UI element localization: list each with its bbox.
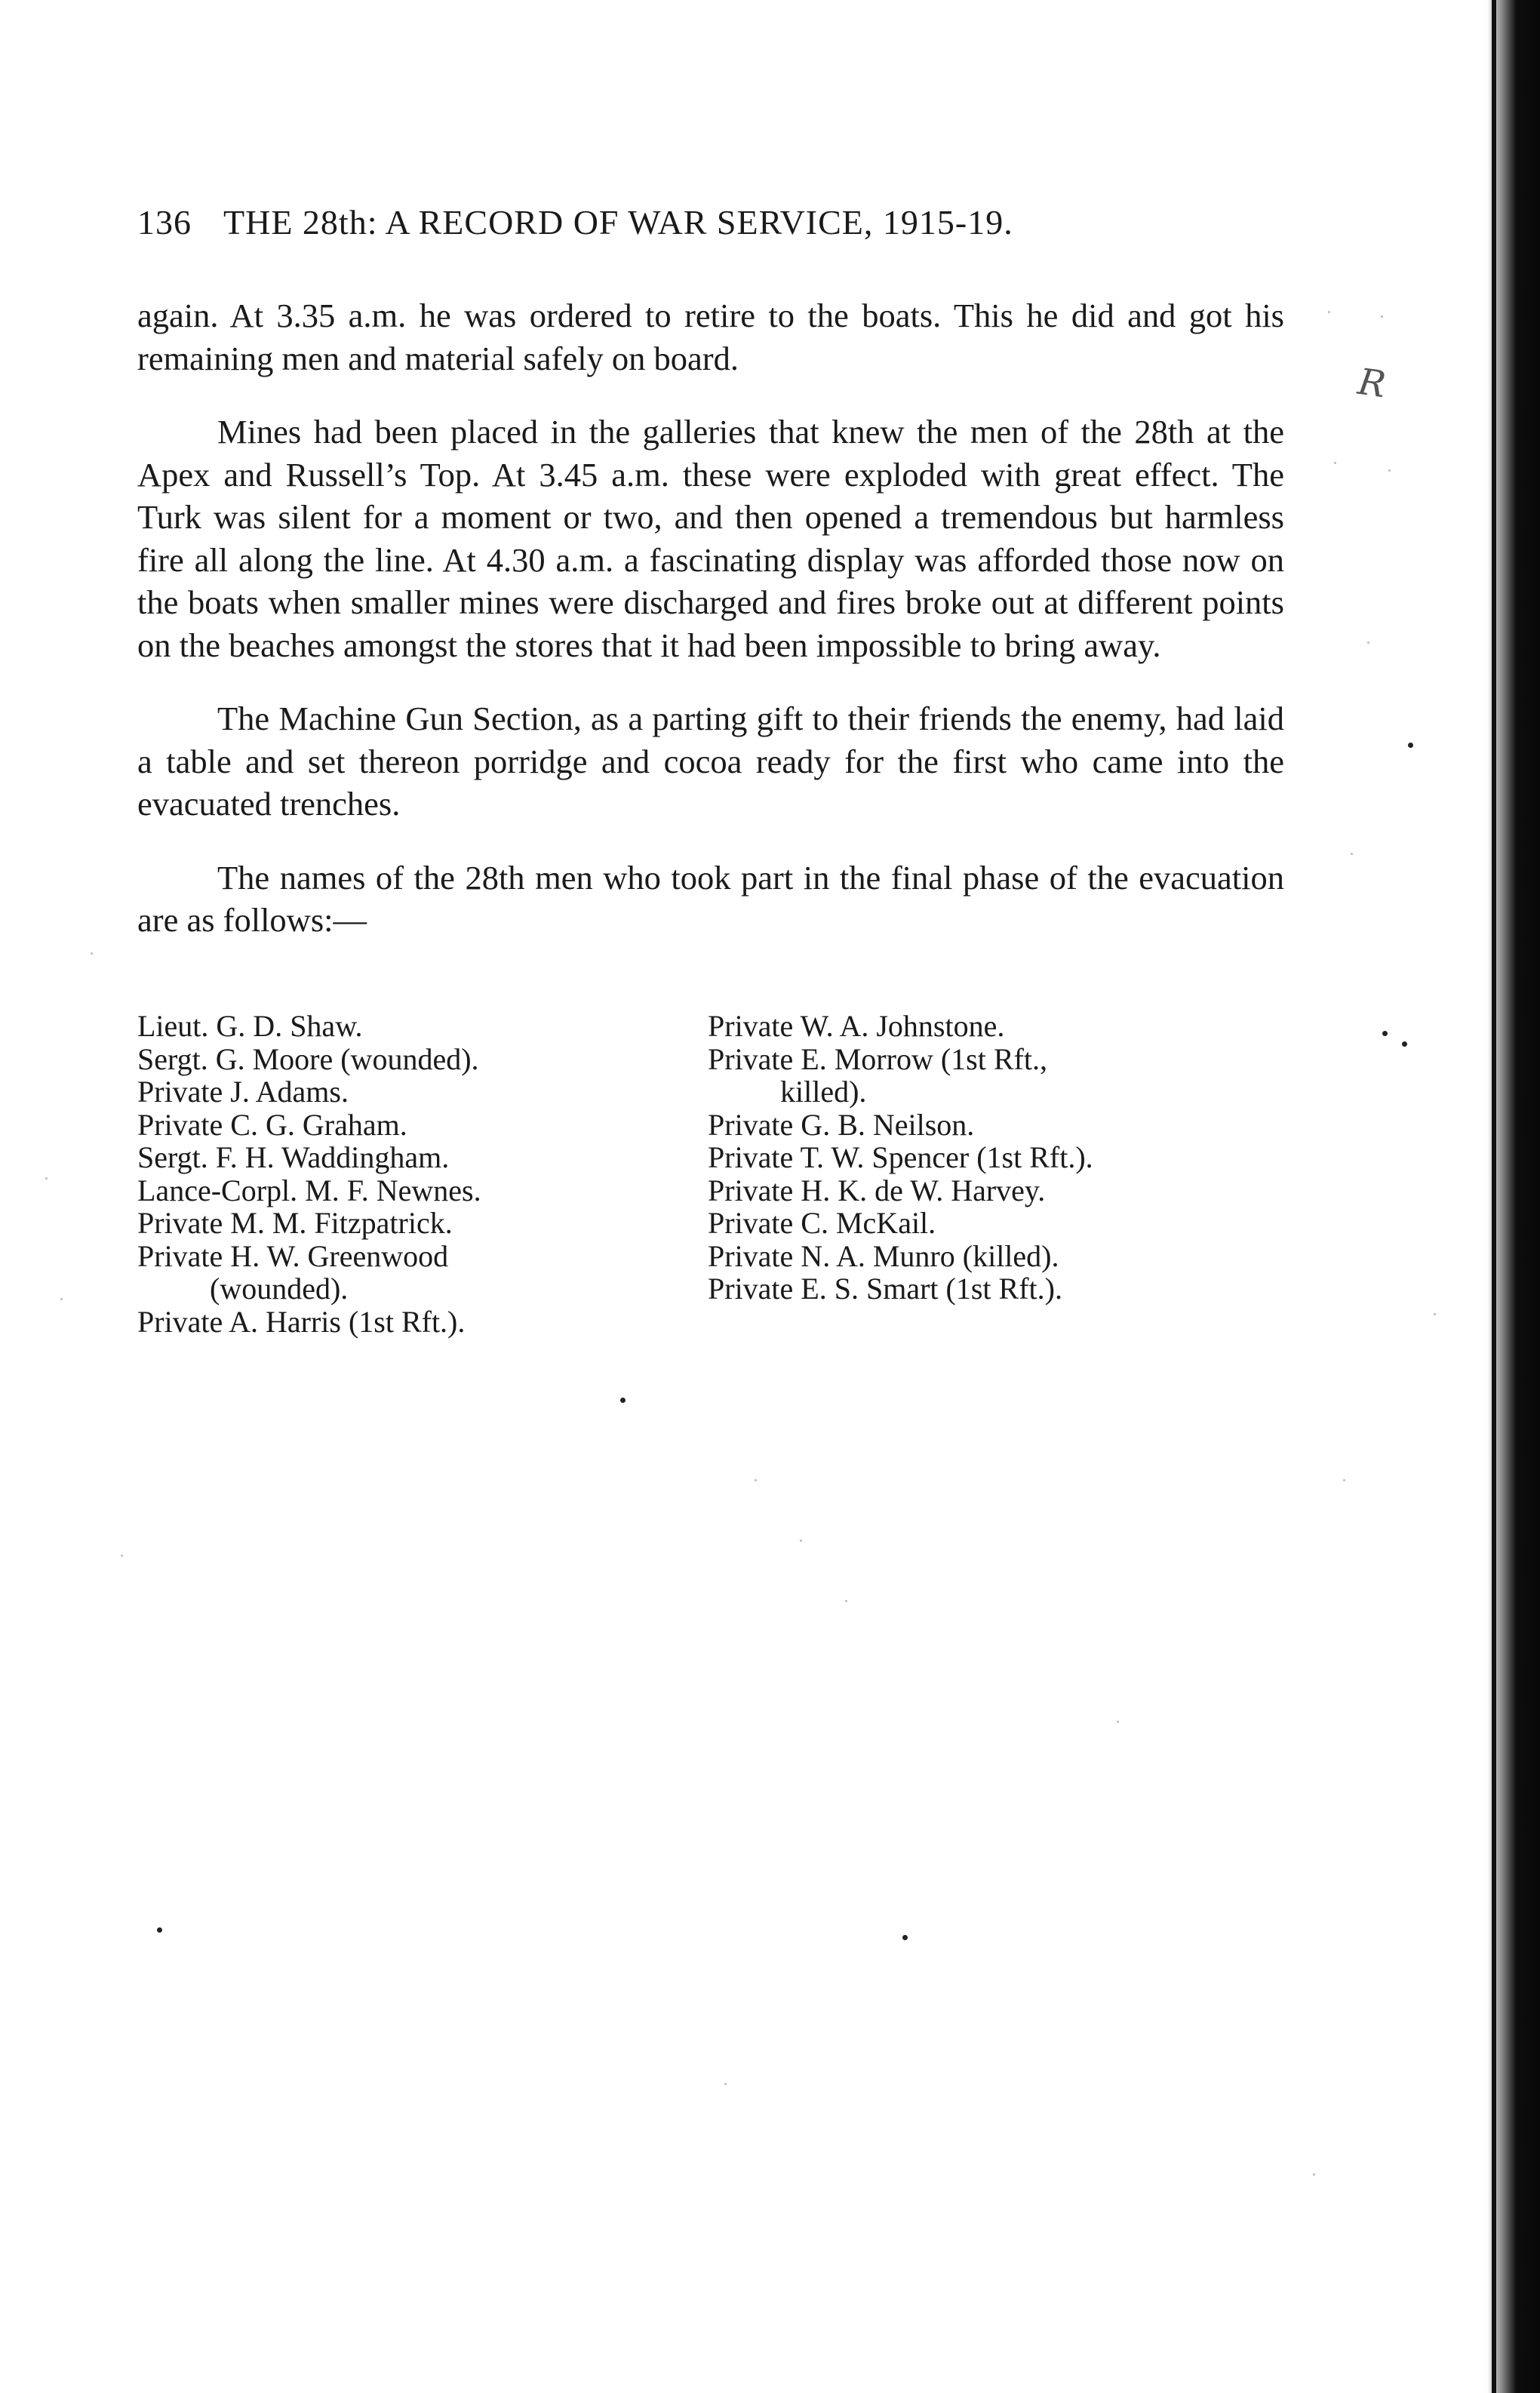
scan-dot: [157, 1927, 162, 1933]
names-column-left: [137, 1010, 681, 1338]
name-entry: Private C. McKail.: [708, 1206, 936, 1240]
scan-speck: [755, 1479, 757, 1481]
paragraph-4: The names of the 28th men who took part in the final phase of the evacuation are as follows:—: [137, 858, 1284, 939]
name-entry: Lieut. G. D. Shaw.: [137, 1009, 363, 1043]
name-entry: Sergt. G. Moore (wounded).: [137, 1041, 479, 1076]
scan-speck: [1367, 641, 1369, 644]
name-entry: Private N. A. Munro (killed).: [708, 1238, 1059, 1273]
scan-speck: [1334, 462, 1336, 464]
name-entry: Private H. K. de W. Harvey.: [708, 1173, 1046, 1207]
scan-speck: [724, 2083, 727, 2085]
paragraph-3: The Machine Gun Section, as a parting gift to their friends the enemy, had laid a table and set thereon porridge and cocoa ready for the first who came into the evacuated trenches.: [137, 700, 1284, 823]
running-head-title: THE 28th: A RECORD OF WAR SERVICE, 1915-19.: [223, 203, 1013, 241]
name-entry-continuation: killed).: [780, 1075, 867, 1109]
scan-dot: [1382, 1031, 1388, 1036]
scan-speck: [60, 1298, 63, 1300]
scan-speck: [1328, 311, 1330, 313]
scan-speck: [1381, 315, 1383, 318]
name-entry: Private H. W. Greenwood: [137, 1238, 449, 1273]
name-entry: Private G. B. Neilson.: [708, 1107, 975, 1142]
scan-speck: [800, 1539, 802, 1542]
scan-dot: [1402, 1041, 1407, 1047]
name-entry: Private W. A. Johnstone.: [708, 1009, 1005, 1043]
running-header: [137, 202, 1013, 242]
name-entry: Private E. S. Smart (1st Rft.).: [708, 1272, 1062, 1306]
handwritten-margin-mark: R: [1355, 360, 1388, 407]
scan-speck: [1388, 469, 1391, 472]
binding-edge-line: [1492, 0, 1496, 2393]
scan-speck: [1351, 853, 1353, 855]
scan-speck: [1117, 1721, 1119, 1723]
name-entry: Private J. Adams.: [137, 1075, 349, 1109]
scan-dot: [620, 1398, 626, 1403]
scan-speck: [121, 1555, 123, 1557]
scan-dot: [1408, 743, 1413, 748]
names-column-right: [708, 1010, 1281, 1306]
name-entry: Private E. Morrow (1st Rft.,: [708, 1041, 1047, 1076]
name-entry: Sergt. F. H. Waddingham.: [137, 1140, 450, 1174]
name-entry: Private T. W. Spencer (1st Rft.).: [708, 1140, 1093, 1174]
scan-speck: [845, 1600, 847, 1602]
body-text: [137, 294, 1284, 973]
paragraph-1: again. At 3.35 a.m. he was ordered to retire to the boats. This he did and got his remaining men and material safely on board.: [137, 297, 1284, 377]
paragraph-2: Mines had been placed in the galleries that knew the men of the 28th at the Apex and Russell’s Top. At 3.45 a.m. these were exploded with great effect. The Turk was silent for a moment or two, and then opened a tremendous but harmless fire all along the line. At 4.30 a.m. a fascinating display was afforded those now on the boats when smaller mines were discharged and fires broke out at different points on the beaches amongst the stores that it had been impossible to bring away.: [137, 413, 1284, 664]
scan-dot: [902, 1935, 908, 1940]
scan-speck: [91, 952, 93, 955]
name-entry-continuation: (wounded).: [210, 1272, 349, 1306]
scan-speck: [1343, 1479, 1345, 1481]
page-number: 136: [137, 203, 192, 241]
name-entry: Private C. G. Graham.: [137, 1107, 407, 1142]
name-entry: Lance-Corpl. M. F. Newnes.: [137, 1173, 481, 1207]
scan-speck: [45, 1177, 48, 1180]
name-entry: Private M. M. Fitzpatrick.: [137, 1206, 453, 1240]
scan-speck: [1313, 2173, 1315, 2176]
name-entry: Private A. Harris (1st Rft.).: [137, 1304, 466, 1339]
scan-speck: [1434, 1313, 1436, 1315]
